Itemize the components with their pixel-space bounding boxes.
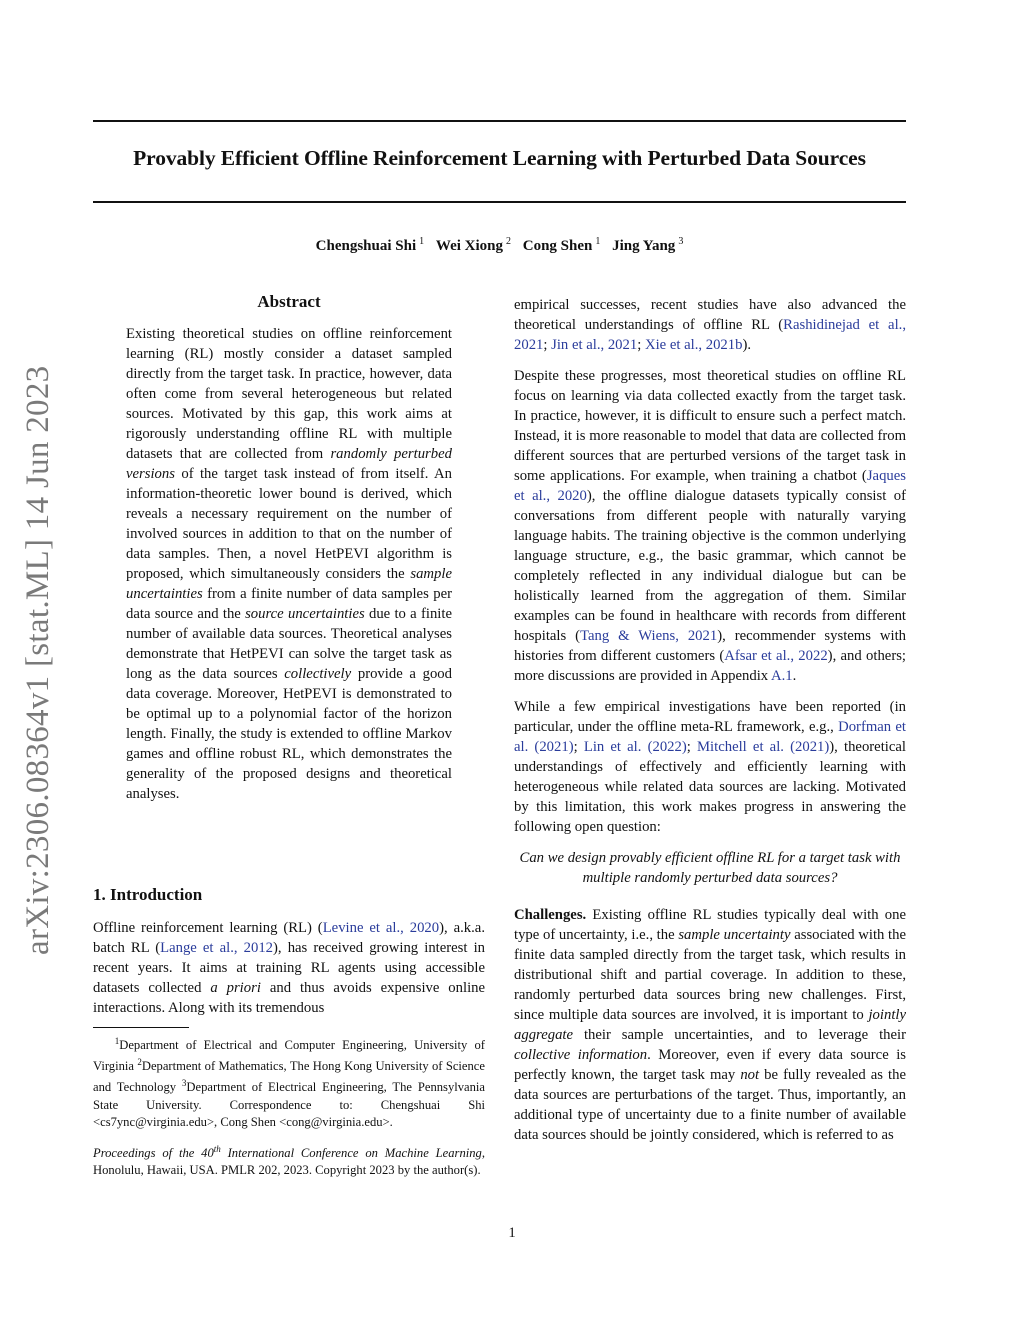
text-run: ; [543, 337, 552, 353]
title-rule-bottom [93, 201, 906, 203]
text-run: ), the offline dialogue datasets typically consist of conversations from different people with naturally varying language habits. The training objective is the common underlying language structure, e.g., the basic grammar, which cannot be completely reflected in any individual dialogue but can be holistically learned from the aggregation of them. Similar examples can be found in healthcare with records from different hospitals ( [514, 488, 907, 644]
emphasis: sample uncertainties [126, 566, 452, 602]
author-affiliation: 1 [595, 236, 601, 247]
paragraph [514, 905, 906, 1145]
section-heading-introduction: 1. Introduction [93, 885, 203, 904]
text-run: ), a.k.a. batch RL ( [93, 920, 485, 956]
text-run: ; [637, 337, 645, 353]
text-run: Department of Electrical and Computer Engineering, University of Virginia [93, 1038, 486, 1074]
text-run: Existing theoretical studies on offline reinforcement learning (RL) mostly consider a dataset sampled directly from the target task. In practice, however, data often come from several heterogeneous but related sources. Motivated by this gap, this work aims at rigorously understanding offline RL with multiple datasets that are collected from [126, 326, 452, 462]
text-run: ), theoretical understandings of effectively and efficiently learning with heterogeneous while related data sources are lacking. Motivated by this limitation, this work makes progress in answering the following open question: [514, 739, 906, 835]
text-run: ; [686, 739, 697, 755]
text-run: be fully revealed as the data sources are perturbations of the target. Thus, importantly, an additional type of uncertainty due to a finite number of available data sources should be jointly considered, which is referred to as [514, 1067, 906, 1143]
page-number: 1 [508, 1225, 516, 1241]
author [612, 238, 683, 254]
paragraph-heading: Challenges. [514, 907, 587, 923]
paragraph [514, 697, 906, 837]
author [436, 238, 511, 254]
emphasis: jointly aggregate [514, 1007, 906, 1043]
emphasis: 40 [201, 1145, 214, 1160]
intro-paragraph [93, 918, 485, 1018]
citation-link[interactable]: Rashidinejad et al., 2021 [514, 317, 906, 353]
citation-link[interactable]: Levine et al., 2020 [322, 920, 440, 936]
emphasis: randomly perturbed versions [126, 446, 452, 482]
text-run: Department of Electrical Engineering, The Pennsylvania State University. Correspondence to: Chengshuai Shi <cs7ync@virginia.edu>, Cong Shen <cong@virginia.edu>. [93, 1080, 486, 1129]
citation-link[interactable]: Jin et al., 2021 [551, 337, 638, 353]
footnote-mark: 2 [137, 1057, 142, 1068]
citation-link[interactable]: Xie et al., 2021b [644, 337, 743, 353]
text-run: ; [573, 739, 584, 755]
emphasis: collective information [514, 1047, 648, 1063]
right-column [514, 295, 906, 1156]
abstract-heading: Abstract [257, 292, 321, 311]
emphasis: collectively [284, 666, 352, 682]
author [316, 238, 424, 254]
author-name: Chengshuai Shi [315, 238, 417, 254]
citation-link[interactable]: Afsar et al., 2022 [724, 648, 828, 664]
text-run: due to a finite number of available data sources. Theoretical analyses demonstrate that HetPEVI can solve the target task as long as the data sources [126, 606, 452, 682]
text-run: ), and others; more discussions are provided in Appendix [514, 648, 907, 684]
citation-link[interactable]: Jaques et al., 2020 [514, 468, 906, 504]
paragraph [514, 366, 906, 686]
text-run: While a few empirical investigations have been reported (in particular, under the offline meta-RL framework, e.g., [514, 699, 906, 735]
author-list [93, 236, 906, 255]
author-affiliation: 3 [678, 236, 684, 247]
footnote-rule [93, 1027, 189, 1028]
emphasis: International Conference on Machine Learning [220, 1145, 482, 1160]
citation-link[interactable]: Tang & Wiens, 2021 [580, 628, 718, 644]
text-run: ), has received growing interest in recent years. It aims at training RL agents using accessible datasets collected [93, 940, 485, 996]
title-rule-top [93, 120, 906, 122]
text-run: Department of Mathematics, The Hong Kong University of Science and Technology [93, 1059, 485, 1095]
text-run: their sample uncertainties, and to leverage their [573, 1027, 906, 1043]
affiliation-footnote [93, 1033, 485, 1131]
text-run: ), recommender systems with histories from different customers ( [514, 628, 906, 664]
author-affiliation: 2 [505, 236, 511, 247]
paper-title: Provably Efficient Offline Reinforcement Learning with Perturbed Data Sources [133, 146, 866, 170]
paragraph [514, 295, 906, 355]
abstract-body [126, 324, 452, 804]
author-affiliation: 1 [419, 236, 425, 247]
text-run: , Honolulu, Hawaii, USA. PMLR 202, 2023. Copyright 2023 by the author(s). [93, 1145, 485, 1177]
emphasis: source uncertainties [245, 606, 365, 622]
emphasis: Proceedings of the [93, 1145, 202, 1160]
open-question: Can we design provably efficient offline RL for a target task with multiple randomly perturbed data sources? [519, 850, 901, 886]
author-name: Jing Yang [612, 238, 676, 254]
text-run: from a finite number of data samples per data source and the [126, 586, 452, 622]
author-name: Cong Shen [522, 238, 593, 254]
text-run: . [792, 668, 797, 684]
text-run: and thus avoids expensive online interactions. Along with its tremendous [93, 980, 486, 1016]
proceedings-note [93, 1141, 485, 1179]
citation-link[interactable]: Lin et al. (2022) [583, 739, 687, 755]
author-name: Wei Xiong [435, 238, 503, 254]
arxiv-stamp: arXiv:2306.08364v1 [stat.ML] 14 Jun 2023 [20, 365, 56, 955]
text-run: empirical successes, recent studies have also advanced the theoretical understandings of offline RL ( [514, 297, 906, 333]
text-run: . Moreover, even if every data source is perfectly known, the target task may [514, 1047, 906, 1083]
author [523, 238, 601, 254]
footnote-mark: 3 [181, 1078, 187, 1089]
text-run: Despite these progresses, most theoretical studies on offline RL focus on learning via data collected exactly from the target task. In practice, however, it is difficult to ensure such a perfect match. Instead, it is more reasonable to model that data are collected from different sources that are perturbed versions of the target task in some applications. For example, when training a chatbot ( [514, 368, 906, 484]
text-run: associated with the finite data sampled directly from the target task, which results in distributional shift and partial coverage. In addition to these, randomly perturbed data sources bring new challenges. First, since multiple data sources are involved, it is important to [514, 927, 906, 1023]
text-run: Offline reinforcement learning (RL) ( [93, 920, 323, 936]
text-run: Existing offline RL studies typically deal with one type of uncertainty, i.e., the [514, 907, 906, 943]
abstract-paragraph [126, 324, 452, 804]
text-run: provide a good data coverage. Moreover, HetPEVI is demonstrated to be optimal up to a polynomial factor of the horizon length. Finally, the study is extended to offline Markov games and offline robust RL, which demonstrates the generality of the proposed designs and theoretical analyses. [126, 666, 452, 802]
emphasis: a priori [210, 980, 261, 996]
emphasis: not [740, 1067, 760, 1083]
introduction-body [93, 918, 485, 1018]
citation-link[interactable]: Lange et al., 2012 [160, 940, 274, 956]
footnote-mark: 1 [114, 1036, 120, 1046]
text-run: of the target task instead of from itself. An information-theoretic lower bound is derived, which reveals a necessary requirement on the number of involved sources in addition to that on the number of data samples. Then, a novel HetPEVI algorithm is proposed, which simultaneously considers the [126, 466, 452, 582]
citation-link[interactable]: Dorfman et al. (2021) [514, 719, 906, 755]
emphasis: sample uncertainty [678, 927, 791, 943]
text-run: ). [742, 337, 752, 353]
emphasis: th [213, 1143, 221, 1154]
appendix-link[interactable]: A.1 [771, 668, 793, 684]
footnotes [93, 1033, 485, 1179]
citation-link[interactable]: Mitchell et al. (2021) [697, 739, 830, 755]
